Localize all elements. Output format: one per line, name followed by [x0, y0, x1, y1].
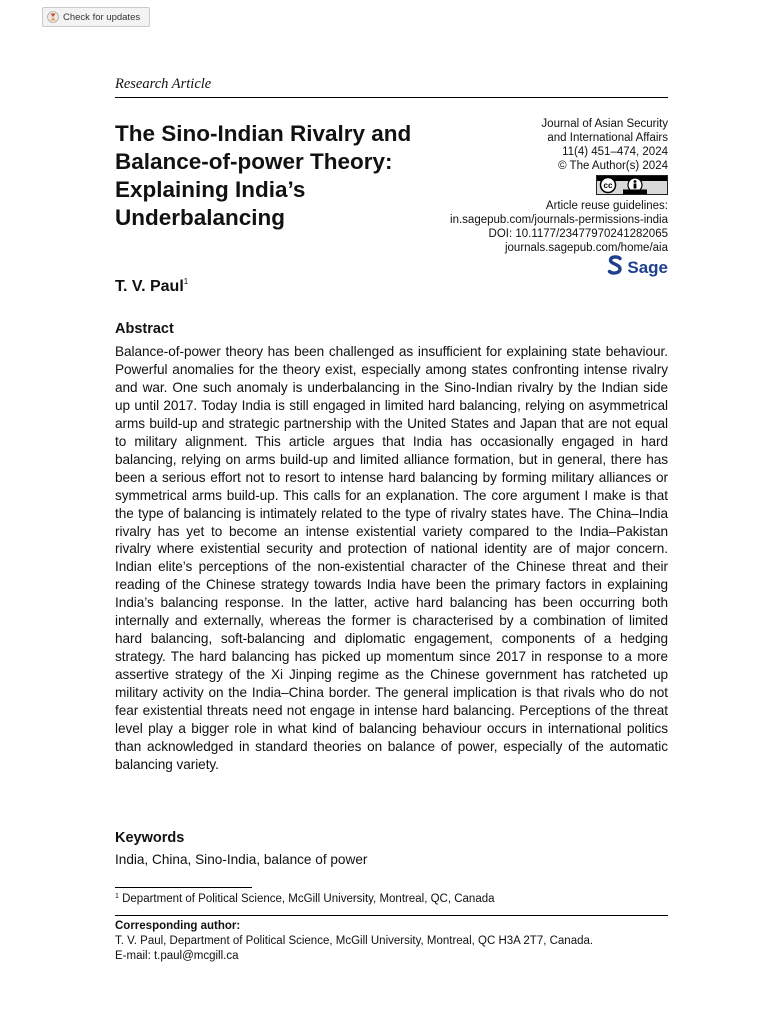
keywords-heading: Keywords [115, 830, 185, 846]
header-rule [115, 97, 668, 98]
journal-info [408, 117, 668, 255]
article-title: The Sino-Indian Rivalry and Balance-of-power Theory: Explaining India’s Underbalancing [115, 121, 412, 230]
author-affiliation-mark: 1 [183, 277, 189, 286]
sage-logo [607, 255, 668, 280]
correspondence-rule [115, 915, 668, 916]
doi-link[interactable]: DOI: 10.1177/23477970241282065 [488, 228, 668, 240]
journal-home-link[interactable]: journals.sagepub.com/home/aia [504, 242, 668, 254]
affiliation-footnote [115, 893, 495, 905]
sage-s-icon [607, 255, 627, 280]
svg-text:cc: cc [603, 181, 613, 190]
author-name [115, 277, 188, 296]
journal-name-line1: Journal of Asian Security [541, 118, 668, 130]
badge-label: Check for updates [63, 11, 141, 23]
corresponding-author-address: T. V. Paul, Department of Political Science, McGill University, Montreal, QC H3A 2T7, Canada. [115, 935, 594, 947]
journal-copyright: © The Author(s) 2024 [558, 160, 668, 172]
crossmark-icon [47, 11, 59, 23]
article-type: Research Article [115, 76, 212, 92]
keywords-list: India, China, Sino-India, balance of power [115, 852, 368, 867]
journal-citation: 11(4) 451–474, 2024 [562, 146, 668, 158]
journal-name-line2: and International Affairs [547, 132, 668, 144]
check-for-updates-badge[interactable] [42, 7, 150, 27]
abstract-body: Balance-of-power theory has been challenged as insufficient for explaining state behaviour. Powerful anomalies for the theory exist, especially among states confronting intense rivalry and war. One such anomaly is underbalancing in the Sino-Indian rivalry by the Indian side up until 2017. Today India is still engaged in limited hard balancing, relying on asymmetrical arms build-up and strategic partnership with the United States and Japan that are not equal to military alignment. This article argues that India has occasionally engaged in hard balancing, relying on arms build-up and limited alliance formation, but in general, there has been a serious effort not to resort to intense hard balancing by forming military alliances or symmetrical arms build-up. This calls for an explanation. The core argument I make is that the type of balancing is intimately related to the type of rivalry states have. The China–India rivalry has yet to become an intense existential variety compared to the India–Pakistan rivalry where existential security and protection of national identity are of major concern. Indian elite’s perceptions of the non-existential character of the Chinese threat and their reading of the Chinese strategy towards India have been the primary factors in explaining India’s balancing response. In the latter, active hard balancing has been occurring both internally and externally, whereas the former is characterised by a combination of limited hard balancing, soft-balancing and diplomatic engagement, components of a hedging strategy. The hard balancing has picked up momentum since 2017 in response to a more assertive strategy of the Xi Jinping regime as the Chinese government has ratcheted up military activity on the India–China border. The general implication is that rivals who do not fear existential threats need not engage in intense hard balancing. Perceptions of the threat level play a bigger role in what kind of balancing behaviour occurs in international politics than acknowledged in standard theories on balance of power, especially of the automatic balancing variety. [115, 344, 668, 772]
footnote-text: Department of Political Science, McGill University, Montreal, QC, Canada [122, 893, 495, 905]
reuse-link[interactable]: in.sagepub.com/journals-permissions-india [450, 214, 668, 226]
cc-by-icon[interactable] [596, 175, 668, 195]
author-name-text: T. V. Paul [115, 278, 184, 295]
footnote-mark: 1 [115, 893, 119, 900]
corresponding-author-heading: Corresponding author: [115, 920, 241, 932]
abstract-heading: Abstract [115, 321, 174, 337]
footnote-rule [115, 887, 252, 888]
corresponding-author-email[interactable]: E-mail: t.paul@mcgill.ca [115, 950, 239, 962]
publisher-name: Sage [627, 257, 668, 277]
reuse-label: Article reuse guidelines: [545, 200, 668, 212]
